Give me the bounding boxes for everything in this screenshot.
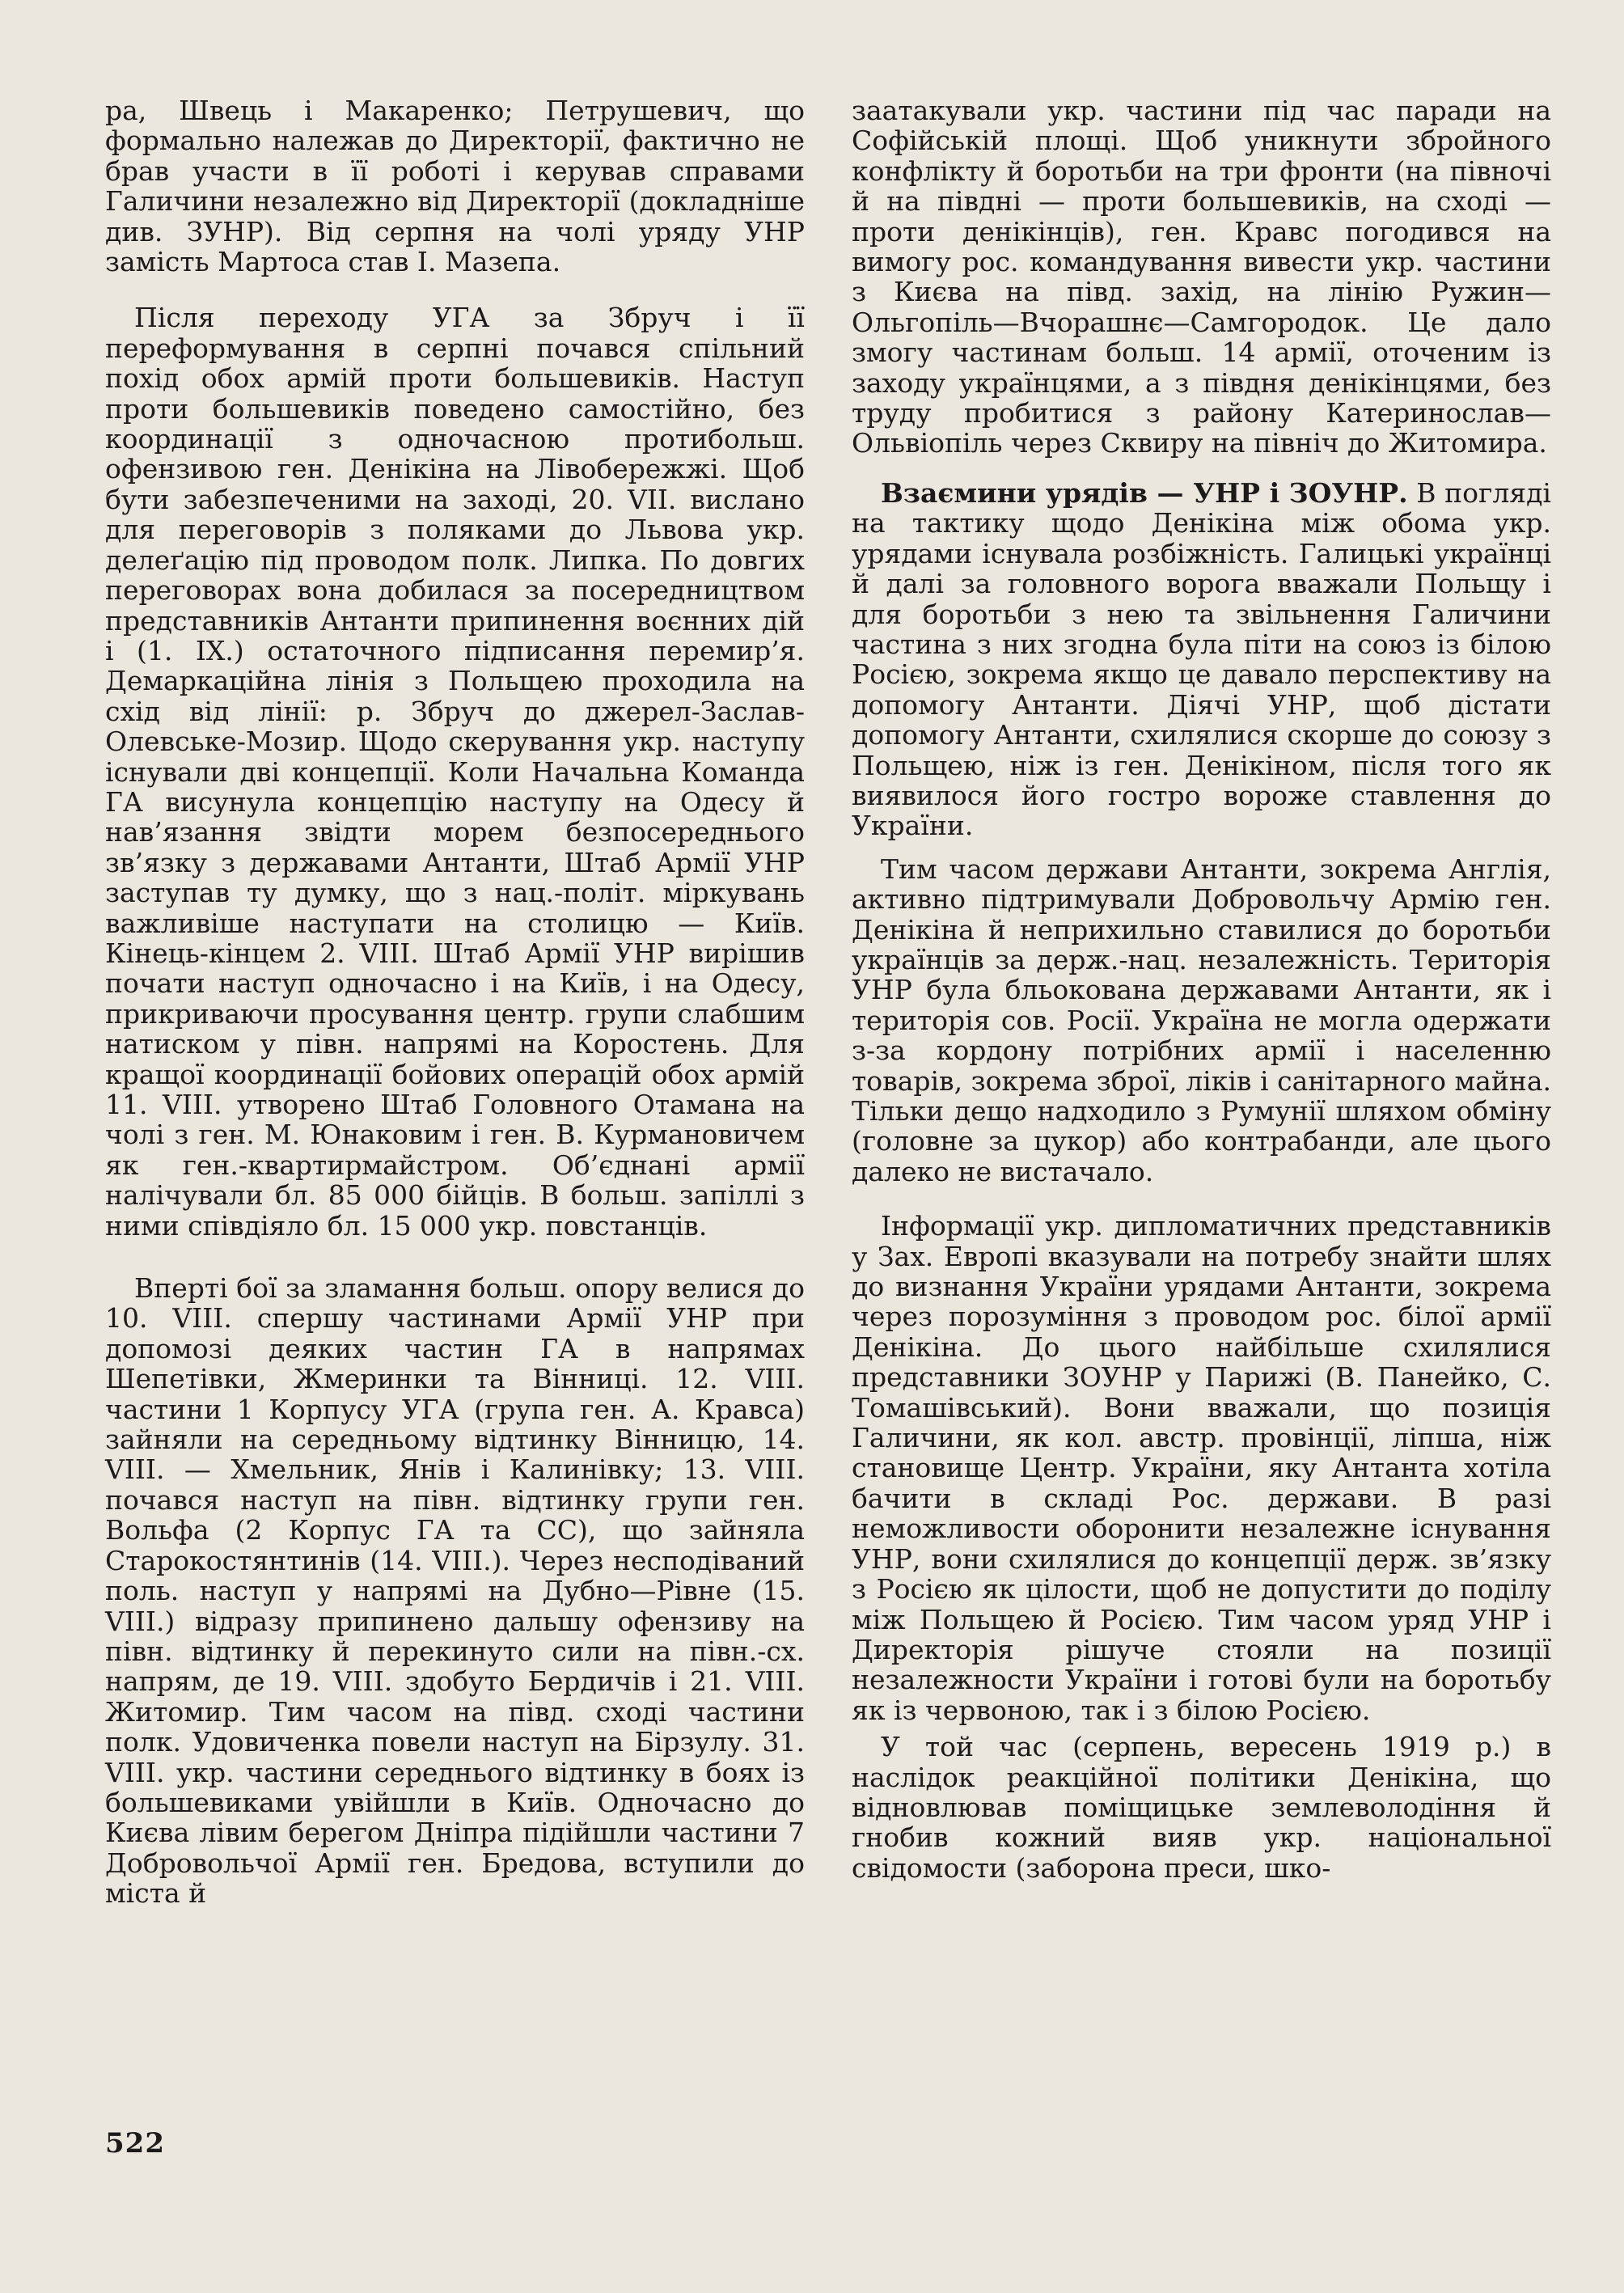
paragraph: У той час (серпень, вересень 1919 р.) в наслідок реакційної політики Денікіна, що відновлював поміщицьке землеволодіння й гнобив кожний вияв укр. національної свідомости (заборона преси, шко-	[852, 1731, 1551, 1884]
paragraph: Вперті бої за зламання больш. опору велися до 10. VIII. спершу частинами Армії УНР при допомозі деяких частин ГА в напрямах Шепетівки, Жмеринки та Вінниці. 12. VIII. частини 1 Корпусу УГА (група ген. А. Кравса) зайняли на середньому відтинку Вінницю, 14. VIII. — Хмельник, Янів і Калинівку; 13. VIII. почався наступ на півн. відтинку групи ген. Вольфа (2 Корпус ГА та СС), що зайняла Старокостянтинів (14. VIII.). Через несподіваний поль. наступ у напрямі на Дубно—Рівне (15. VIII.) відразу припинено дальшу офензиву на півн. відтинку й перекинуто сили на півн.-сх. напрям, де 19. VIII. здобуто Бердичів і 21. VIII. Житомир. Тим часом на півд. сході частини полк. Удовиченка повели наступ на Бірзулу. 31. VIII. укр. частини середнього відтинку в боях із большевиками увійшли в Київ. Одночасно до Києва лівим берегом Дніпра підійшли частини 7 Добровольчої Армії ген. Бредова, вступили до міста й	[105, 1272, 805, 1910]
paragraph: Після переходу УГА за Збруч і її переформування в серпні почався спільний похід обох армій проти большевиків. Наступ проти большевиків поведено самостійно, без координації з одночасною протибольш. офензивою ген. Денікіна на Лівобережжі. Щоб бути забезпеченими на заході, 20. VII. вислано для переговорів з поляками до Львова укр. делеґацію під проводом полк. Липка. По довгих переговорах вона добилася за посередництвом представників Антанти припинення воєнних дій і (1. IX.) остаточного підписання перемир’я. Демаркаційна лінія з Польщею проходила на схід від лінії: р. Збруч до джерел-Заслав-Олевське-Мозир. Щодо скерування укр. наступу існували дві концепції. Коли Начальна Команда ГА висунула концепцію наступу на Одесу й нав’язання звідти морем безпосереднього зв’язку з державами Антанти, Штаб Армії УНР заступав ту думку, що з нац.-політ. міркувань важливіше наступати на столицю — Київ. Кінець-кінцем 2. VIII. Штаб Армії УНР вирішив почати наступ одночасно і на Київ, і на Одесу, прикриваючи просування центр. групи слабшим натиском у півн. напрямі на Коростень. Для кращої координації бойових операцій обох армій 11. VIII. утворено Штаб Головного Отамана на чолі з ген. М. Юнаковим і ген. В. Курмановичем як ген.-квартирмайстром. Об’єднані армії налічували бл. 85 000 бійців. В больш. запіллі з ними співдіяло бл. 15 000 укр. повстанців.	[105, 302, 805, 1242]
section-heading: Взаємини урядів — УНР і ЗОУНР.	[881, 476, 1408, 509]
paragraph: Інформації укр. дипломатичних представників у Зах. Европі вказували на потребу знайти шлях до визнання України урядами Антанти, зокрема через порозуміння з проводом рос. білої армії Денікіна. До цього найбільше схилялися представники ЗОУНР у Парижі (В. Панейко, С. Томашівський). Вони вважали, що позиція Галичини, як кол. австр. провінції, ліпша, ніж становище Центр. України, яку Антанта хотіла бачити в складі Рос. держави. В разі неможливости оборонити незалежне існування УНР, вони схилялися до концепції держ. зв’язку з Росією як цілости, щоб не допустити до поділу між Польщею й Росією. Тим часом уряд УНР і Директорія рішуче стояли на позиції незалежности України і готові були на боротьбу як із червоною, так і з білою Росією.	[852, 1210, 1551, 1726]
paragraph: ра, Швець і Макаренко; Петрушевич, що формально належав до Директорії, фактично не брав участи в її роботі і керував справами Галичини незалежно від Директорії (докладніше див. ЗУНР). Від серпня на чолі уряду УНР замість Мартоса став І. Мазепа.	[105, 95, 805, 278]
paragraph: Тим часом держави Антанти, зокрема Англія, активно підтримували Добровольчу Армію ген. Денікіна й неприхильно ставилися до боротьби українців за держ.-нац. незалежність. Територія УНР була бльокована державами Антанти, як і територія сов. Росії. Україна не могла одержати з-за кордону потрібних армії і населенню товарів, зокрема зброї, ліків і санітарного майна. Тільки дещо надходило з Румунії шляхом обміну (головне за цукор) або контрабанди, але цього далеко не вистачало.	[852, 852, 1551, 1187]
paragraph-text: В погляді на тактику щодо Денікіна між обома укр. урядами існувала розбіжність. Галицькі українці й далі за головного ворога вважали Польщу і для боротьби з нею та звільнення Галичини частина з них згодна була піти на союз із білою Росією, зокрема якщо це давало перспективу на допомогу Антанти. Діячі УНР, щоб дістати допомогу Антанти, схилялися скорше до союзу з Польщею, ніж із ген. Денікіном, після того як виявилося його гостро вороже ставлення до України.	[852, 476, 1551, 842]
right-column	[852, 95, 1551, 1883]
paragraph: заатакували укр. частини під час паради на Софійській площі. Щоб уникнути збройного конфлікту й боротьби на три фронти (на півночі й на півдні — проти большевиків, на сході — проти денікінців), ген. Кравс погодився на вимогу рос. командування вивести укр. частини з Києва на півд. захід, на лінію Ружин—Ольгопіль—Вчорашнє—Самгородок. Це дало змогу частинам больш. 14 армії, оточеним із заходу українцями, а з півдня денікінцями, без труду пробитися з району Катеринослав—Ольвіопіль через Сквиру на північ до Житомира.	[852, 95, 1551, 459]
paragraph-with-heading	[852, 478, 1551, 841]
left-column	[105, 95, 805, 1909]
page-number: 522	[105, 2127, 165, 2160]
